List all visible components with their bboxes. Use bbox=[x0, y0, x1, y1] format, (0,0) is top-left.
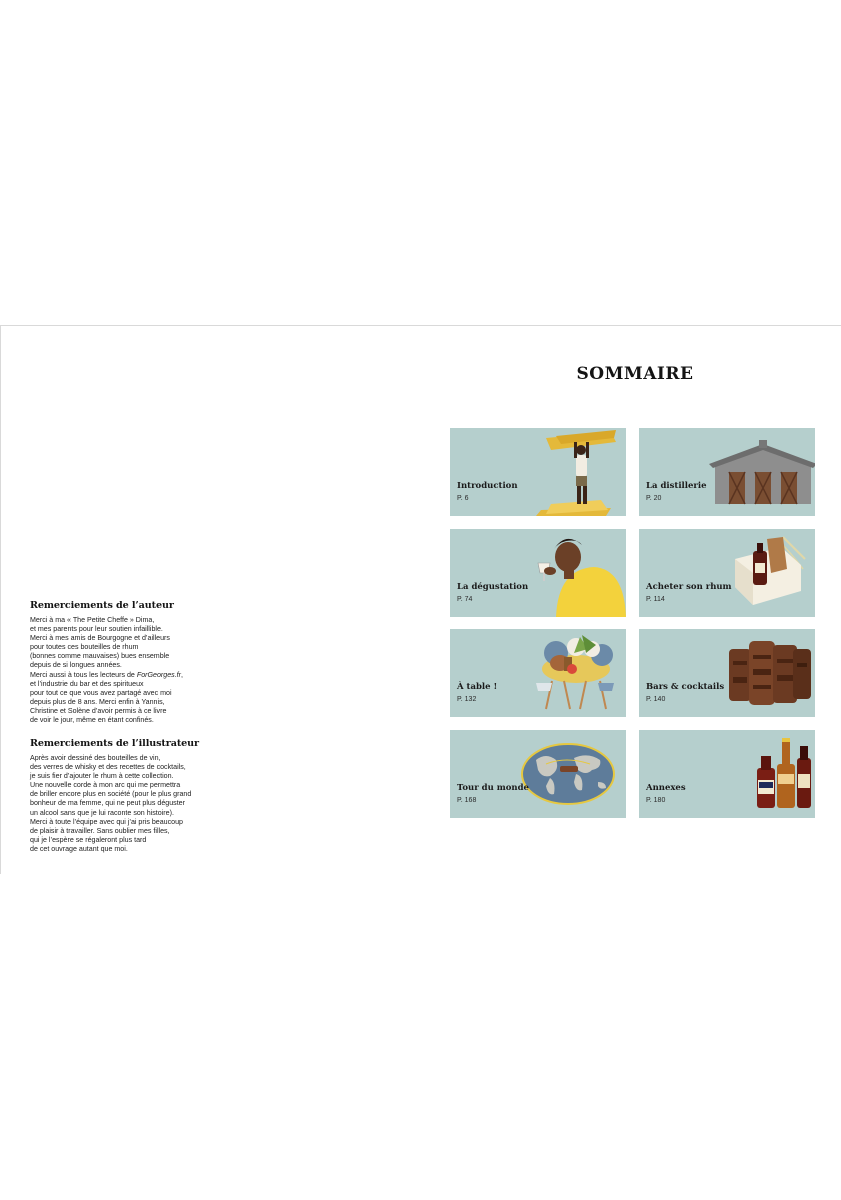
illustrator-thanks-line: de cet ouvrage autant que moi. bbox=[30, 844, 128, 853]
author-thanks-section bbox=[30, 600, 230, 725]
toc-label: La distillerie bbox=[646, 481, 707, 491]
toc-card-degustation[interactable] bbox=[450, 529, 626, 617]
toc-label: Bars & cocktails bbox=[646, 682, 725, 692]
author-thanks-line: Merci à ma « The Petite Cheffe » Dima, bbox=[30, 616, 155, 624]
author-thanks-line: et mes parents pour leur soutien infaillible. bbox=[30, 625, 163, 634]
author-thanks-line: depuis plus de 8 ans. Merci enfin à Yannis, bbox=[30, 697, 165, 706]
toc-page: P. 74 bbox=[457, 596, 473, 603]
forgeorges-site-name: ForGeorges.fr bbox=[136, 670, 182, 679]
toc-card-acheter[interactable] bbox=[639, 529, 815, 617]
toc-page: P. 6 bbox=[457, 495, 469, 502]
toc-card-distillerie[interactable] bbox=[639, 428, 815, 516]
toc-page: P. 180 bbox=[646, 797, 666, 804]
author-thanks-line: et l’industrie du bar et des spiritueux bbox=[30, 679, 144, 688]
illustrator-thanks-title: Remerciements de l’illustrateur bbox=[30, 738, 199, 749]
author-thanks-text: Merci aussi à tous les lecteurs de bbox=[30, 670, 137, 679]
author-thanks-line: pour tout ce que vous avez partagé avec moi bbox=[30, 688, 172, 697]
toc-card-introduction[interactable] bbox=[450, 428, 626, 516]
author-thanks-comma: , bbox=[181, 670, 183, 679]
tiki-mugs-icon bbox=[705, 629, 815, 717]
toc-label: À table ! bbox=[457, 682, 498, 692]
toc-card-a-table[interactable] bbox=[450, 629, 626, 717]
dining-table-icon bbox=[516, 629, 626, 717]
author-thanks-line: depuis de si longues années. bbox=[30, 661, 122, 670]
author-thanks-line: Merci à mes amis de Bourgogne et d’ailleurs bbox=[30, 634, 170, 643]
toc-label: Annexes bbox=[646, 783, 686, 793]
illustrator-thanks-line: un alcool sans que je lui raconte son histoire). bbox=[30, 808, 174, 817]
toc-label: Introduction bbox=[457, 481, 518, 491]
rum-bottles-icon bbox=[705, 730, 815, 818]
author-thanks-line: Christine et Solène d’avoir permis à ce livre bbox=[30, 706, 167, 715]
author-thanks-line bbox=[30, 671, 230, 680]
toc-page: P. 20 bbox=[646, 495, 662, 502]
illustrator-thanks-line: bonheur de ma femme, qui ne peut plus déguster bbox=[30, 799, 185, 808]
taster-icon bbox=[516, 529, 626, 617]
toc-card-annexes[interactable] bbox=[639, 730, 815, 818]
toc-page: P. 114 bbox=[646, 596, 665, 603]
toc-label: Acheter son rhum bbox=[646, 582, 732, 592]
toc-page: P. 140 bbox=[646, 696, 666, 703]
illustrator-thanks-line: Merci à toute l’équipe avec qui j’ai pris beaucoup bbox=[30, 817, 184, 826]
distillery-building-icon bbox=[705, 428, 815, 516]
toc-card-bars-cocktails[interactable] bbox=[639, 629, 815, 717]
author-thanks-line: (bonnes comme mauvaises) bues ensemble bbox=[30, 652, 170, 661]
toc-page: P. 168 bbox=[457, 797, 477, 804]
page-left-edge bbox=[0, 326, 1, 874]
illustrator-thanks-line: qui je l’espère se régaleront plus tard bbox=[30, 835, 147, 844]
illustrator-thanks-line: Une nouvelle corde à mon arc qui me permettra bbox=[30, 781, 181, 790]
page-top-edge bbox=[0, 325, 841, 326]
toc-label: Tour du monde bbox=[457, 783, 529, 793]
toc-card-tour-du-monde[interactable] bbox=[450, 730, 626, 818]
illustrator-thanks-line: Après avoir dessiné des bouteilles de vin, bbox=[30, 754, 161, 762]
rum-box-icon bbox=[705, 529, 815, 617]
illustrator-thanks-line: des verres de whisky et des recettes de cocktails, bbox=[30, 763, 186, 772]
illustrator-thanks-line: de briller encore plus en société (pour le plus grand bbox=[30, 790, 192, 799]
toc-title: SOMMAIRE bbox=[576, 364, 694, 384]
world-map-icon bbox=[516, 730, 626, 818]
author-thanks-title: Remerciements de l’auteur bbox=[30, 600, 174, 611]
illustrator-thanks-line: je suis fier d’ajouter le rhum à cette collection. bbox=[30, 772, 174, 781]
illustrator-thanks-line: de plaisir à travailler. Sans oublier mes filles, bbox=[30, 826, 170, 835]
author-thanks-line: de voir le jour, même en étant confinés. bbox=[30, 716, 154, 725]
toc-label: La dégustation bbox=[457, 582, 529, 592]
sugarcane-carrier-icon bbox=[516, 428, 626, 516]
illustrator-thanks-section bbox=[30, 738, 230, 854]
toc-page: P. 132 bbox=[457, 696, 477, 703]
author-thanks-line: pour toutes ces bouteilles de rhum bbox=[30, 643, 139, 652]
